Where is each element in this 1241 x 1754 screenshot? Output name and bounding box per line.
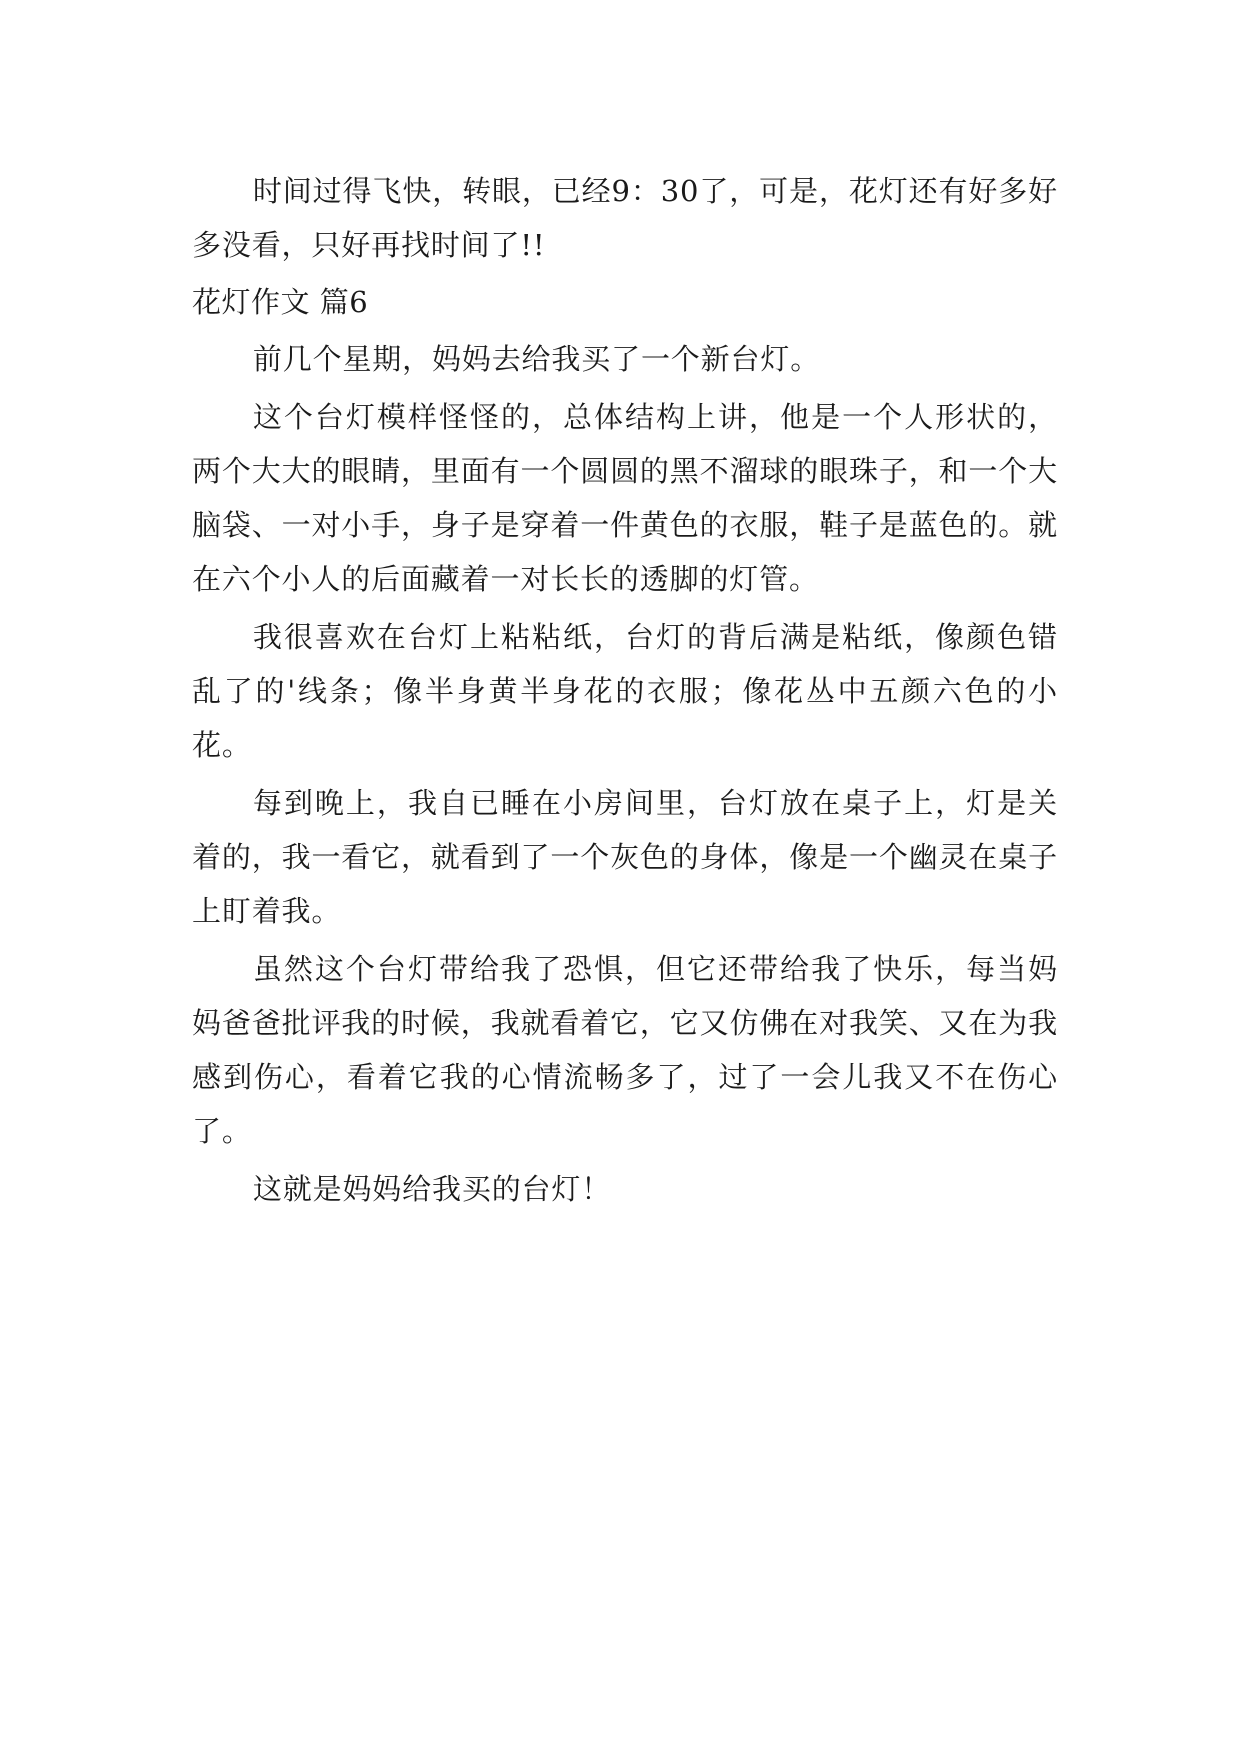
paragraph: 虽然这个台灯带给我了恐惧，但它还带给我了快乐，每当妈妈爸爸批评我的时候，我就看着它，它又仿佛在对我笑、又在为我感到伤心，看着它我的心情流畅多了，过了一会儿我又不在伤心了。 <box>192 952 1058 1148</box>
paragraph: 这就是妈妈给我买的台灯！ <box>252 1172 612 1206</box>
paragraph: 每到晚上，我自已睡在小房间里，台灯放在桌子上，灯是关着的，我一看它，就看到了一个灰色的身体，像是一个幽灵在桌子上盯着我。 <box>192 786 1058 928</box>
paragraph: 前几个星期，妈妈去给我买了一个新台灯。 <box>252 342 821 376</box>
document-page <box>192 164 1058 1216</box>
paragraph: 这个台灯模样怪怪的，总体结构上讲，他是一个人形状的，两个大大的眼睛，里面有一个圆圆的黑不溜球的眼珠子，和一个大脑袋、一对小手，身子是穿着一件黄色的衣服，鞋子是蓝色的。就在六个小人的后面藏着一对长长的透脚的灯管。 <box>192 400 1058 596</box>
section-heading: 花灯作文 篇6 <box>192 285 369 319</box>
paragraph: 我很喜欢在台灯上粘粘纸，台灯的背后满是粘纸，像颜色错乱了的'线条；像半身黄半身花的衣服；像花丛中五颜六色的小花。 <box>192 620 1058 762</box>
paragraph: 时间过得飞快，转眼，已经9：30了，可是，花灯还有好多好多没看，只好再找时间了!! <box>192 174 1058 262</box>
